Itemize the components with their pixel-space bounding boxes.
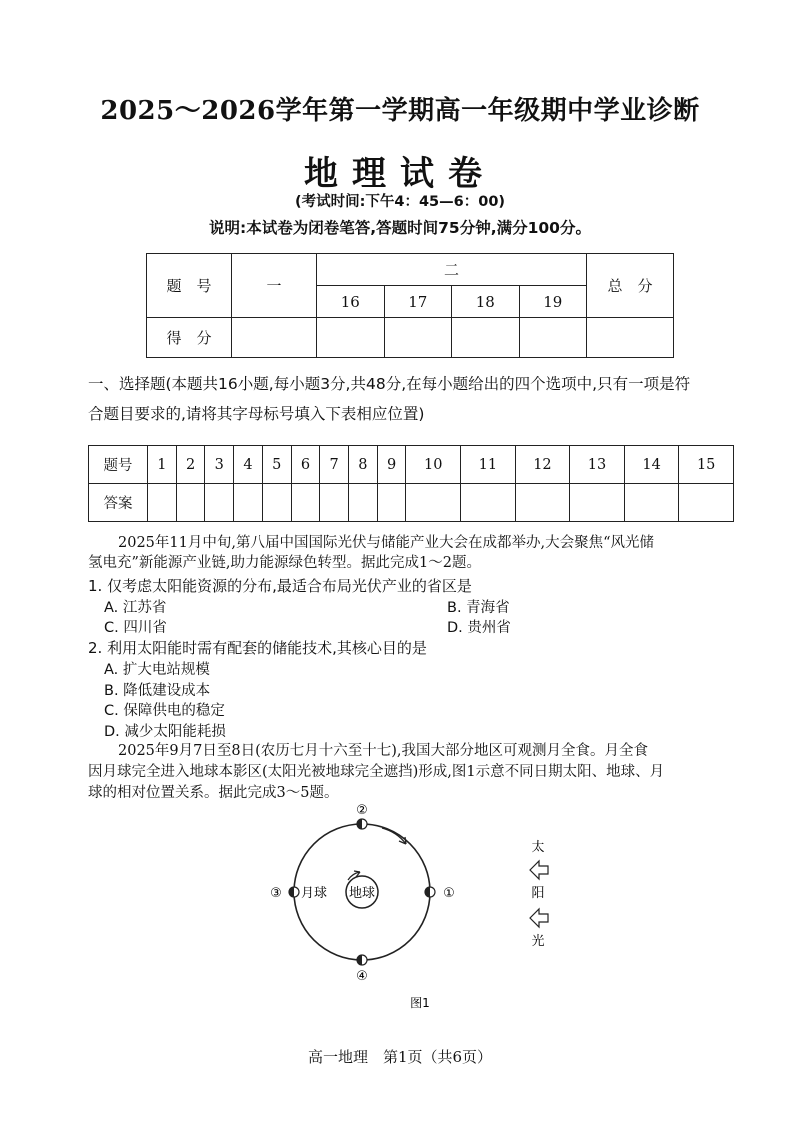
exam-time: (考试时间:下午4：45—6：00) xyxy=(294,194,506,210)
answer-number: 6 xyxy=(291,446,320,484)
answer-number: 9 xyxy=(377,446,406,484)
question-18-header: 18 xyxy=(452,286,520,318)
score-cell[interactable] xyxy=(232,318,317,358)
answer-cell[interactable] xyxy=(377,484,406,522)
score-cell[interactable] xyxy=(587,318,674,358)
answer-number: 4 xyxy=(234,446,263,484)
answer-table xyxy=(88,445,734,522)
sun-earth-moon-diagram xyxy=(260,800,590,1030)
question-2-option-d: D. 减少太阳能耗损 xyxy=(104,724,226,740)
position-4-label: ④ xyxy=(356,969,368,984)
answer-cell[interactable] xyxy=(176,484,205,522)
question-16-header: 16 xyxy=(317,286,385,318)
answer-number: 3 xyxy=(205,446,234,484)
answer-cell[interactable] xyxy=(624,484,679,522)
answer-cell[interactable] xyxy=(570,484,625,522)
left-arrow-icon xyxy=(530,861,548,879)
answer-row-label: 答案 xyxy=(89,484,148,522)
answer-cell[interactable] xyxy=(320,484,349,522)
answer-number: 13 xyxy=(570,446,625,484)
question-1-option-c: C. 四川省 xyxy=(104,620,167,636)
passage-one xyxy=(88,533,728,554)
answer-number: 15 xyxy=(679,446,734,484)
answer-number: 12 xyxy=(515,446,570,484)
answer-cell[interactable] xyxy=(205,484,234,522)
total-score-label: 总 分 xyxy=(587,254,674,318)
position-1-label: ① xyxy=(443,886,455,901)
subject-title: 地理试卷 xyxy=(304,154,496,194)
question-1-stem: 1. 仅考虑太阳能资源的分布,最适合布局光伏产业的省区是 xyxy=(88,577,472,595)
position-2-label: ② xyxy=(356,803,368,818)
answer-cell[interactable] xyxy=(234,484,263,522)
score-cell[interactable] xyxy=(317,318,385,358)
answer-number-label: 题号 xyxy=(89,446,148,484)
position-3-label: ③ xyxy=(270,886,282,901)
answer-cell[interactable] xyxy=(148,484,177,522)
answer-number: 10 xyxy=(406,446,461,484)
section-one-heading: 一、选择题(本题共16小题,每小题3分,共48分,在每小题给出的四个选项中,只有一项是符 xyxy=(88,375,691,393)
answer-cell[interactable] xyxy=(291,484,320,522)
sunlight-label-char: 阳 xyxy=(531,886,545,901)
question-2-option-b: B. 降低建设成本 xyxy=(104,683,211,699)
passage-two-line: 2025年9月7日至8日(农历七月十六至十七),我国大部分地区可观测月全食。月全食 xyxy=(118,743,648,759)
score-table xyxy=(146,253,674,358)
moon-position-4 xyxy=(356,955,368,984)
score-row-label: 得 分 xyxy=(147,318,232,358)
passage-one-cont: 氢电充”新能源产业链,助力能源绿色转型。据此完成1～2题。 xyxy=(88,555,481,571)
exam-instructions: 说明:本试卷为闭卷笔答,答题时间75分钟,满分100分。 xyxy=(209,219,591,237)
score-cell[interactable] xyxy=(452,318,520,358)
sunlight-label-char: 太 xyxy=(531,840,545,855)
score-cell[interactable] xyxy=(384,318,452,358)
answer-number: 5 xyxy=(262,446,291,484)
question-1-option-d: D. 贵州省 xyxy=(447,620,511,636)
figure-caption: 图1 xyxy=(410,996,430,1010)
answer-cell[interactable] xyxy=(349,484,378,522)
question-1-option-a: A. 江苏省 xyxy=(104,600,167,616)
answer-cell[interactable] xyxy=(515,484,570,522)
moon-label: 月球 xyxy=(300,886,328,901)
passage-two-cont: 球的相对位置关系。据此完成3～5题。 xyxy=(88,785,339,801)
sunlight-label-char: 光 xyxy=(531,934,545,949)
answer-number: 2 xyxy=(176,446,205,484)
part-one-header: 一 xyxy=(232,254,317,318)
exam-title: 2025～2026学年第一学期高一年级期中学业诊断 xyxy=(100,96,700,126)
question-1-option-b: B. 青海省 xyxy=(447,600,510,616)
passage-one-line: 2025年11月中旬,第八届中国国际光伏与储能产业大会在成都举办,大会聚焦“风光储 xyxy=(118,535,654,551)
question-number-label: 题 号 xyxy=(147,254,232,318)
part-two-header: 二 xyxy=(317,254,587,286)
answer-cell[interactable] xyxy=(262,484,291,522)
earth-label: 地球 xyxy=(348,886,376,901)
section-one-heading-cont: 合题目要求的,请将其字母标号填入下表相应位置) xyxy=(88,405,425,423)
orbit-direction-arrow xyxy=(382,828,406,844)
question-2-stem: 2. 利用太阳能时需有配套的储能技术,其核心目的是 xyxy=(88,639,427,657)
moon-position-2 xyxy=(356,803,368,829)
answer-number: 11 xyxy=(461,446,516,484)
passage-two-cont: 因月球完全进入地球本影区(太阳光被地球完全遮挡)形成,图1示意不同日期太阳、地球、月 xyxy=(88,764,665,780)
passage-two xyxy=(88,741,728,762)
answer-number: 7 xyxy=(320,446,349,484)
question-19-header: 19 xyxy=(519,286,587,318)
question-2-option-c: C. 保障供电的稳定 xyxy=(104,703,225,719)
answer-number: 1 xyxy=(148,446,177,484)
score-cell[interactable] xyxy=(519,318,587,358)
page-footer: 高一地理 第1页（共6页） xyxy=(307,1048,493,1066)
answer-number: 14 xyxy=(624,446,679,484)
question-17-header: 17 xyxy=(384,286,452,318)
left-arrow-icon xyxy=(530,909,548,927)
answer-number: 8 xyxy=(349,446,378,484)
question-2-option-a: A. 扩大电站规模 xyxy=(104,662,210,678)
answer-cell[interactable] xyxy=(461,484,516,522)
sunlight-indicator xyxy=(530,839,548,949)
answer-cell[interactable] xyxy=(406,484,461,522)
answer-cell[interactable] xyxy=(679,484,734,522)
moon-position-3 xyxy=(270,885,327,901)
